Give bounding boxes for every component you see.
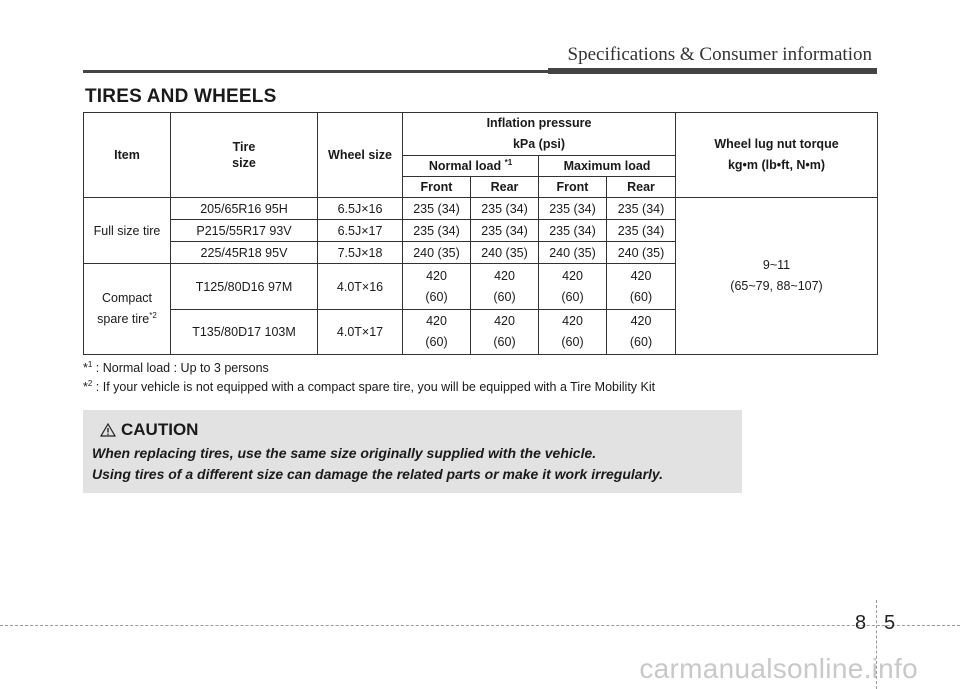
caution-line-1: When replacing tires, use the same size originally supplied with the vehicle. (92, 445, 597, 461)
header-tire-line2: size (232, 156, 256, 170)
header-torque-line2: kg•m (lb•ft, N•m) (727, 158, 826, 172)
warning-triangle-icon (100, 423, 116, 437)
tire-size-cell: 225/45R18 95V (171, 242, 318, 264)
header-max-rear: Rear (607, 177, 676, 198)
pressure-cell: 235 (34) (539, 198, 607, 220)
header-normal-rear: Rear (471, 177, 539, 198)
page-title: TIRES AND WHEELS (85, 86, 277, 107)
compact-label-line2: spare tire$^{*2}$ (97, 310, 157, 326)
compact-label-line1: Compact (101, 291, 153, 305)
header-tire-size (171, 113, 318, 198)
pressure-cell: 420 (60) (471, 310, 539, 355)
pressure-cell: 240 (35) (607, 242, 676, 264)
caution-line-2: Using tires of a different size can damage the related parts or make it work irregularly. (92, 466, 664, 482)
wheel-size-cell: 6.5J×17 (318, 220, 403, 242)
pressure-cell: 235 (34) (607, 198, 676, 220)
footnote-2: *$^2$ : If your vehicle is not equipped with a compact spare tire, you will be equipped with a Tire Mobility Kit (83, 378, 656, 394)
watermark: carmanualsonline.info (639, 653, 918, 684)
tire-size-cell: 205/65R16 95H (171, 198, 318, 220)
pressure-cell: 235 (34) (539, 220, 607, 242)
header-rule-thick (548, 68, 877, 74)
pressure-cell: 420 (60) (403, 264, 471, 310)
header-torque (676, 113, 878, 198)
wheel-size-cell: 7.5J×18 (318, 242, 403, 264)
header-normal-front: Front (403, 177, 471, 198)
pressure-cell: 420 (60) (539, 264, 607, 310)
wheel-size-cell: 6.5J×16 (318, 198, 403, 220)
tire-size-cell: P215/55R17 93V (171, 220, 318, 242)
pressure-cell: 235 (34) (607, 220, 676, 242)
header-max-front: Front (539, 177, 607, 198)
caution-title: CAUTION (121, 420, 199, 439)
header-normal-load: Normal load $^{*1}$ (403, 156, 539, 177)
torque-value-line2: (65~79, 88~107) (730, 279, 823, 293)
wheel-size-cell: 4.0T×16 (318, 264, 403, 310)
footnote-marker-2: *2 (149, 310, 157, 320)
caution-box (83, 410, 742, 493)
page-number: 5 (884, 612, 896, 634)
header-item: Item (84, 113, 171, 198)
footer-rule (0, 625, 960, 626)
footnotes (83, 359, 655, 397)
header-maximum-load: Maximum load (539, 156, 676, 177)
caution-heading (100, 420, 198, 440)
pressure-cell: 420 (60) (471, 264, 539, 310)
footnote-1: *$^1$ : Normal load : Up to 3 persons (83, 359, 269, 375)
pressure-cell: 235 (34) (471, 220, 539, 242)
header-tire-line1: Tire (232, 140, 256, 154)
compact-spare-tire-label (84, 264, 171, 355)
header-torque-line1: Wheel lug nut torque (714, 137, 839, 151)
pressure-cell: 240 (35) (539, 242, 607, 264)
header-wheel-size: Wheel size (318, 113, 403, 198)
table-row (84, 198, 878, 220)
pressure-cell: 420 (60) (607, 310, 676, 355)
header-inflation-line2: kPa (psi) (512, 137, 566, 151)
full-size-tire-label: Full size tire (84, 198, 171, 264)
page-chapter: 8 (855, 612, 867, 634)
pressure-cell: 240 (35) (471, 242, 539, 264)
pressure-cell: 240 (35) (403, 242, 471, 264)
pressure-cell: 235 (34) (471, 198, 539, 220)
pressure-cell: 235 (34) (403, 198, 471, 220)
tires-wheels-table (83, 112, 878, 355)
pressure-cell: 420 (60) (403, 310, 471, 355)
pressure-cell: 420 (60) (539, 310, 607, 355)
header-section-title: Specifications & Consumer information (567, 44, 872, 65)
torque-value-line1: 9~11 (762, 258, 791, 272)
header-inflation-line1: Inflation pressure (486, 116, 592, 130)
pressure-cell: 420 (60) (607, 264, 676, 310)
header-inflation (403, 113, 676, 156)
wheel-size-cell: 4.0T×17 (318, 310, 403, 355)
tire-size-cell: T125/80D16 97M (171, 264, 318, 310)
torque-value (676, 198, 878, 355)
tire-size-cell: T135/80D17 103M (171, 310, 318, 355)
caution-text (92, 443, 663, 485)
pressure-cell: 235 (34) (403, 220, 471, 242)
footnote-marker-1: *1 (504, 157, 513, 167)
